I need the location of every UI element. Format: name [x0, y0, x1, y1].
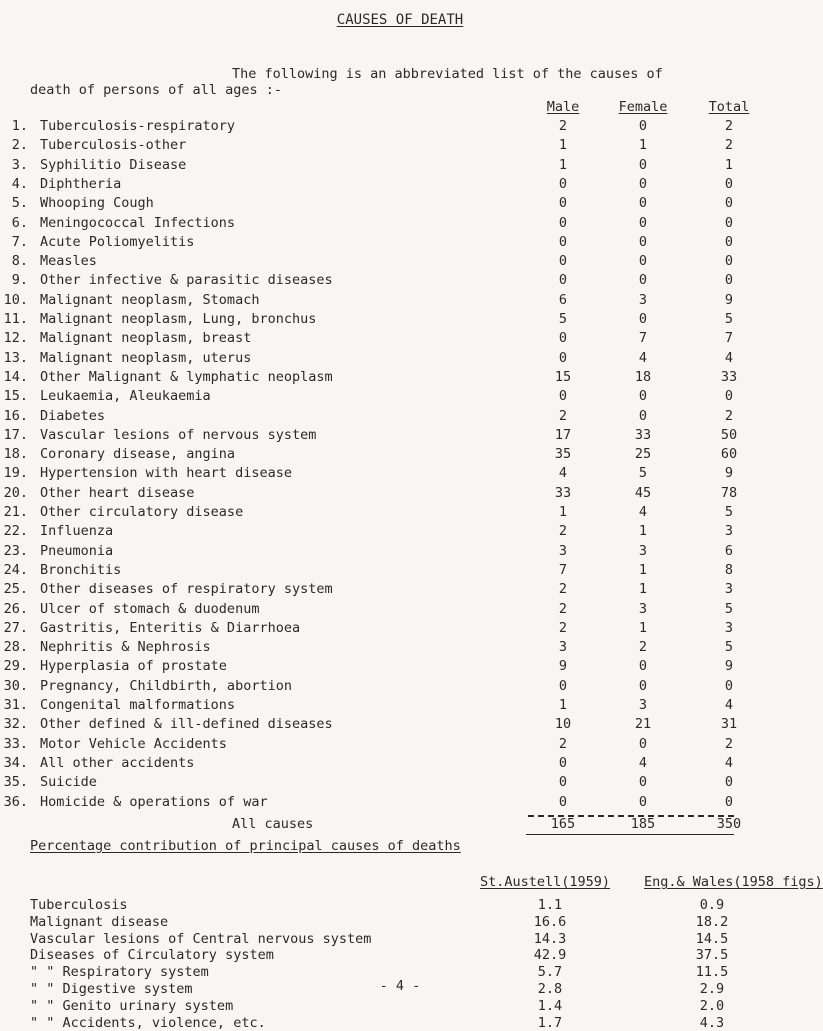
cause-name: Whooping Cough: [40, 195, 154, 211]
cause-total: 2: [724, 137, 734, 153]
cause-male: 2: [558, 620, 568, 636]
cause-name: Bronchitis: [40, 562, 122, 578]
cause-name: Motor Vehicle Accidents: [40, 736, 227, 752]
cause-number: 6.: [11, 215, 28, 231]
cause-total: 0: [724, 678, 734, 694]
cause-total: 2: [724, 736, 734, 752]
cause-total: 8: [724, 562, 734, 578]
cause-name: Malignant neoplasm, Lung, bronchus: [40, 311, 317, 327]
cause-female: 7: [638, 330, 648, 346]
column-header-total: Total: [708, 99, 750, 115]
cause-name: Other diseases of respiratory system: [40, 581, 333, 597]
cause-female: 0: [638, 311, 648, 327]
cause-number: 19.: [3, 465, 28, 481]
cause-male: 0: [558, 755, 568, 771]
all-causes-label: All causes: [232, 816, 314, 832]
cause-total: 0: [724, 388, 734, 404]
cause-number: 22.: [3, 523, 28, 539]
cause-male: 1: [558, 157, 568, 173]
cause-number: 2.: [11, 137, 28, 153]
cause-male: 2: [558, 523, 568, 539]
cause-number: 11.: [3, 311, 28, 327]
percentage-st-austell: 16.6: [533, 914, 567, 930]
cause-male: 2: [558, 118, 568, 134]
cause-total: 7: [724, 330, 734, 346]
cause-total: 9: [724, 292, 734, 308]
cause-name: Vascular lesions of nervous system: [40, 427, 317, 443]
cause-female: 2: [638, 639, 648, 655]
cause-total: 2: [724, 408, 734, 424]
intro-line-2: death of persons of all ages :-: [30, 82, 282, 98]
cause-female: 3: [638, 292, 648, 308]
cause-total: 31: [720, 716, 738, 732]
cause-number: 29.: [3, 658, 28, 674]
cause-female: 1: [638, 137, 648, 153]
cause-female: 0: [638, 774, 648, 790]
cause-number: 5.: [11, 195, 28, 211]
cause-female: 0: [638, 157, 648, 173]
percentage-eng-wales: 2.9: [699, 981, 725, 997]
cause-total: 6: [724, 543, 734, 559]
percentage-eng-wales: 11.5: [695, 964, 729, 980]
cause-name: Diphtheria: [40, 176, 122, 192]
cause-total: 33: [720, 369, 738, 385]
cause-total: 4: [724, 350, 734, 366]
cause-total: 1: [724, 157, 734, 173]
cause-number: 32.: [3, 716, 28, 732]
cause-name: Acute Poliomyelitis: [40, 234, 195, 250]
cause-male: 0: [558, 330, 568, 346]
cause-total: 0: [724, 774, 734, 790]
cause-name: Tuberculosis-other: [40, 137, 187, 153]
cause-name: Other circulatory disease: [40, 504, 244, 520]
cause-female: 45: [634, 485, 652, 501]
page-title: CAUSES OF DEATH: [336, 12, 464, 28]
cause-male: 0: [558, 350, 568, 366]
cause-number: 3.: [11, 157, 28, 173]
percentage-label: Vascular lesions of Central nervous system: [30, 931, 372, 947]
cause-number: 14.: [3, 369, 28, 385]
cause-number: 8.: [11, 253, 28, 269]
cause-female: 0: [638, 408, 648, 424]
cause-male: 15: [554, 369, 572, 385]
cause-total: 78: [720, 485, 738, 501]
cause-number: 13.: [3, 350, 28, 366]
cause-male: 0: [558, 794, 568, 810]
cause-male: 0: [558, 215, 568, 231]
cause-number: 31.: [3, 697, 28, 713]
cause-name: Coronary disease, angina: [40, 446, 236, 462]
percentage-eng-wales: 18.2: [695, 914, 729, 930]
cause-male: 17: [554, 427, 572, 443]
cause-total: 9: [724, 465, 734, 481]
cause-female: 1: [638, 620, 648, 636]
cause-name: Pregnancy, Childbirth, abortion: [40, 678, 292, 694]
cause-name: Malignant neoplasm, breast: [40, 330, 252, 346]
percentage-eng-wales: 14.5: [695, 931, 729, 947]
cause-name: Other heart disease: [40, 485, 195, 501]
cause-number: 18.: [3, 446, 28, 462]
cause-female: 33: [634, 427, 652, 443]
column-header-female: Female: [618, 99, 668, 115]
cause-name: Pneumonia: [40, 543, 114, 559]
intro-line-1: The following is an abbreviated list of the causes of: [232, 66, 663, 82]
cause-total: 0: [724, 794, 734, 810]
cause-female: 0: [638, 388, 648, 404]
cause-name: Influenza: [40, 523, 114, 539]
page-number: - 4 -: [379, 978, 421, 994]
cause-male: 7: [558, 562, 568, 578]
cause-female: 4: [638, 350, 648, 366]
cause-female: 0: [638, 253, 648, 269]
cause-total: 5: [724, 311, 734, 327]
cause-total: 5: [724, 504, 734, 520]
cause-name: Hyperplasia of prostate: [40, 658, 227, 674]
cause-male: 0: [558, 176, 568, 192]
cause-number: 16.: [3, 408, 28, 424]
cause-male: 3: [558, 543, 568, 559]
cause-female: 1: [638, 523, 648, 539]
cause-male: 2: [558, 581, 568, 597]
cause-number: 17.: [3, 427, 28, 443]
cause-total: 0: [724, 195, 734, 211]
cause-number: 30.: [3, 678, 28, 694]
cause-number: 9.: [11, 272, 28, 288]
percentage-label: " " Accidents, violence, etc.: [30, 1015, 266, 1031]
percentage-st-austell: 1.7: [537, 1015, 563, 1031]
cause-male: 10: [554, 716, 572, 732]
cause-male: 1: [558, 697, 568, 713]
cause-number: 12.: [3, 330, 28, 346]
cause-female: 0: [638, 234, 648, 250]
percentage-label: " " Genito urinary system: [30, 998, 234, 1014]
cause-total: 50: [720, 427, 738, 443]
cause-name: All other accidents: [40, 755, 195, 771]
cause-female: 4: [638, 504, 648, 520]
cause-female: 0: [638, 658, 648, 674]
cause-male: 0: [558, 678, 568, 694]
cause-name: Meningococcal Infections: [40, 215, 236, 231]
percentage-st-austell: 14.3: [533, 931, 567, 947]
cause-female: 0: [638, 736, 648, 752]
cause-total: 4: [724, 755, 734, 771]
cause-number: 35.: [3, 774, 28, 790]
cause-number: 25.: [3, 581, 28, 597]
cause-name: Nephritis & Nephrosis: [40, 639, 211, 655]
cause-female: 3: [638, 543, 648, 559]
cause-name: Measles: [40, 253, 97, 269]
percentage-eng-wales: 4.3: [699, 1015, 725, 1031]
cause-name: Gastritis, Enteritis & Diarrhoea: [40, 620, 301, 636]
cause-number: 1.: [11, 118, 28, 134]
cause-number: 15.: [3, 388, 28, 404]
cause-total: 5: [724, 601, 734, 617]
cause-male: 4: [558, 465, 568, 481]
cause-female: 18: [634, 369, 652, 385]
cause-male: 0: [558, 774, 568, 790]
cause-name: Malignant neoplasm, Stomach: [40, 292, 260, 308]
cause-name: Other infective & parasitic diseases: [40, 272, 333, 288]
cause-total: 3: [724, 620, 734, 636]
cause-female: 0: [638, 272, 648, 288]
column-header-male: Male: [546, 99, 580, 115]
cause-male: 1: [558, 137, 568, 153]
all-causes-female: 185: [630, 816, 656, 832]
cause-female: 0: [638, 118, 648, 134]
cause-number: 28.: [3, 639, 28, 655]
cause-number: 23.: [3, 543, 28, 559]
cause-female: 4: [638, 755, 648, 771]
percentage-heading: Percentage contribution of principal causes of deaths: [30, 838, 461, 854]
percentage-st-austell: 2.8: [537, 981, 563, 997]
cause-male: 0: [558, 195, 568, 211]
cause-male: 3: [558, 639, 568, 655]
all-causes-male: 165: [550, 816, 576, 832]
cause-number: 34.: [3, 755, 28, 771]
cause-female: 0: [638, 794, 648, 810]
cause-total: 60: [720, 446, 738, 462]
cause-female: 1: [638, 562, 648, 578]
cause-male: 2: [558, 736, 568, 752]
cause-male: 6: [558, 292, 568, 308]
percentage-st-austell: 1.1: [537, 897, 563, 913]
cause-male: 0: [558, 388, 568, 404]
cause-female: 0: [638, 176, 648, 192]
cause-male: 33: [554, 485, 572, 501]
cause-female: 21: [634, 716, 652, 732]
cause-male: 2: [558, 408, 568, 424]
cause-total: 0: [724, 215, 734, 231]
cause-male: 2: [558, 601, 568, 617]
cause-male: 0: [558, 234, 568, 250]
column-header-eng-wales: Eng.& Wales(1958 figs): [644, 874, 823, 890]
cause-number: 27.: [3, 620, 28, 636]
percentage-st-austell: 5.7: [537, 964, 563, 980]
cause-male: 0: [558, 272, 568, 288]
cause-name: Leukaemia, Aleukaemia: [40, 388, 211, 404]
cause-number: 26.: [3, 601, 28, 617]
cause-number: 20.: [3, 485, 28, 501]
percentage-st-austell: 42.9: [533, 947, 567, 963]
cause-number: 7.: [11, 234, 28, 250]
cause-male: 5: [558, 311, 568, 327]
percentage-eng-wales: 37.5: [695, 947, 729, 963]
percentage-st-austell: 1.4: [537, 998, 563, 1014]
cause-name: Congenital malformations: [40, 697, 236, 713]
cause-male: 35: [554, 446, 572, 462]
cause-female: 0: [638, 215, 648, 231]
cause-male: 9: [558, 658, 568, 674]
cause-female: 1: [638, 581, 648, 597]
cause-name: Ulcer of stomach & duodenum: [40, 601, 260, 617]
cause-female: 3: [638, 697, 648, 713]
percentage-label: Tuberculosis: [30, 897, 128, 913]
percentage-eng-wales: 2.0: [699, 998, 725, 1014]
cause-name: Tuberculosis-respiratory: [40, 118, 236, 134]
cause-number: 21.: [3, 504, 28, 520]
cause-total: 9: [724, 658, 734, 674]
cause-female: 25: [634, 446, 652, 462]
percentage-label: Diseases of Circulatory system: [30, 947, 274, 963]
percentage-label: " " Respiratory system: [30, 964, 209, 980]
cause-name: Diabetes: [40, 408, 106, 424]
all-causes-total: 350: [716, 816, 742, 832]
cause-number: 33.: [3, 736, 28, 752]
cause-name: Suicide: [40, 774, 97, 790]
cause-name: Homicide & operations of war: [40, 794, 268, 810]
cause-number: 4.: [11, 176, 28, 192]
cause-female: 0: [638, 678, 648, 694]
cause-total: 0: [724, 272, 734, 288]
percentage-label: " " Digestive system: [30, 981, 193, 997]
cause-total: 3: [724, 523, 734, 539]
cause-total: 0: [724, 253, 734, 269]
cause-total: 5: [724, 639, 734, 655]
cause-total: 4: [724, 697, 734, 713]
cause-female: 3: [638, 601, 648, 617]
table-rule-bottom: [526, 834, 734, 835]
percentage-eng-wales: 0.9: [699, 897, 725, 913]
cause-male: 1: [558, 504, 568, 520]
cause-name: Other defined & ill-defined diseases: [40, 716, 333, 732]
cause-male: 0: [558, 253, 568, 269]
cause-number: 24.: [3, 562, 28, 578]
cause-total: 0: [724, 234, 734, 250]
column-header-st-austell: St.Austell(1959): [480, 874, 611, 890]
cause-total: 3: [724, 581, 734, 597]
cause-name: Malignant neoplasm, uterus: [40, 350, 252, 366]
cause-number: 10.: [3, 292, 28, 308]
cause-female: 0: [638, 195, 648, 211]
cause-female: 5: [638, 465, 648, 481]
cause-name: Hypertension with heart disease: [40, 465, 292, 481]
cause-name: Syphilitio Disease: [40, 157, 187, 173]
cause-number: 36.: [3, 794, 28, 810]
cause-total: 2: [724, 118, 734, 134]
cause-name: Other Malignant & lymphatic neoplasm: [40, 369, 333, 385]
percentage-label: Malignant disease: [30, 914, 169, 930]
cause-total: 0: [724, 176, 734, 192]
